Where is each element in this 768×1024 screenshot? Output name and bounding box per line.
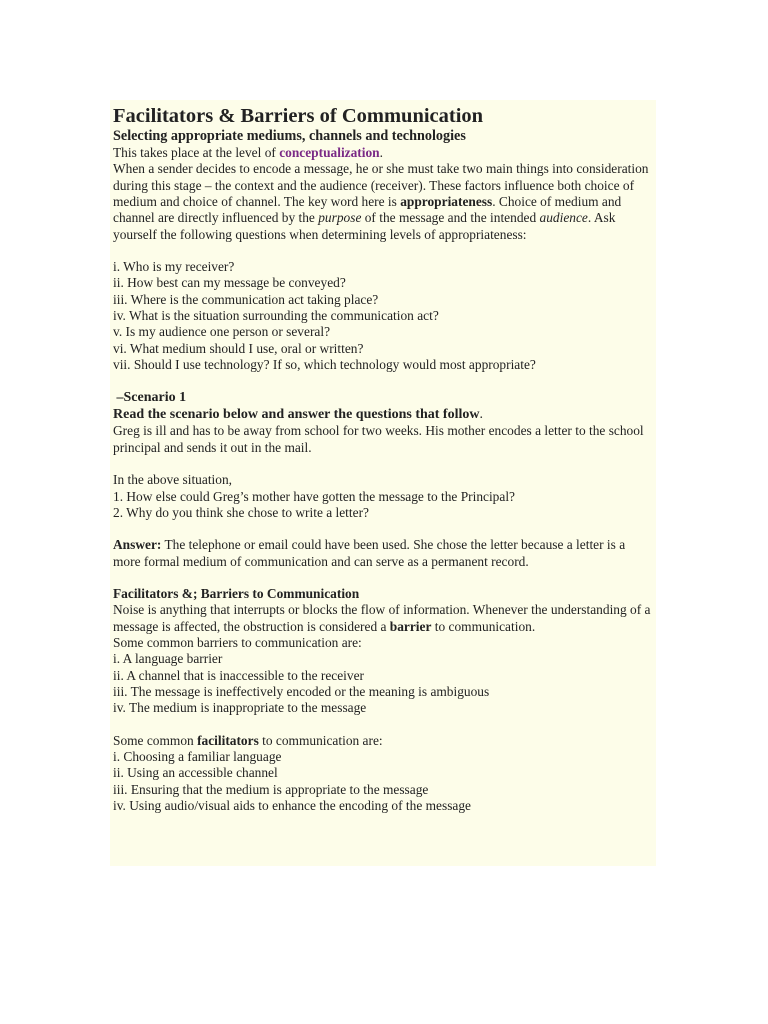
spacer <box>113 570 653 586</box>
noise-text: to communication. <box>431 618 536 634</box>
question-item: vii. Should I use technology? If so, which technology would most appropriate? <box>113 357 536 373</box>
facilitator-item: ii. Using an accessible channel <box>113 765 278 781</box>
barrier-item: iii. The message is ineffectively encoded or the meaning is ambiguous <box>113 683 490 699</box>
document-body <box>113 104 653 814</box>
spacer <box>113 521 653 537</box>
facilitators-lead-text: to communication are: <box>258 732 383 748</box>
question-item: v. Is my audience one person or several? <box>113 324 331 340</box>
paragraph-text: of the message and the intended <box>361 210 540 226</box>
question-item: i. Who is my receiver? <box>113 259 235 275</box>
appropriateness-paragraph <box>113 161 653 243</box>
scenario-question-item: 2. Why do you think she chose to write a letter? <box>113 504 369 520</box>
audience-term: audience <box>539 210 588 226</box>
question-item: iii. Where is the communication act taking place? <box>113 291 379 307</box>
intro-prefix: This takes place at the level of <box>113 145 280 160</box>
scenario-heading-text: –Scenario 1 <box>116 390 187 406</box>
scenario-instruction-text: Read the scenario below and answer the questions that follow <box>113 407 480 423</box>
facilitator-item: i. Choosing a familiar language <box>113 748 282 764</box>
paragraph-text: When a sender decides to encode a message, he or she must take two main things into consideration during this stage – the context and the audience (receiver). These factors influence both choice of medium and choice of channel. The key word here is <box>113 161 649 210</box>
barriers-lead: Some common barriers to communication are: <box>113 634 362 650</box>
intro-paragraph <box>113 145 653 161</box>
facilitators-lead-text: Some common <box>113 732 198 748</box>
spacer <box>113 456 653 472</box>
noise-paragraph <box>113 602 653 635</box>
purpose-term: purpose <box>318 210 362 226</box>
question-item: iv. What is the situation surrounding the communication act? <box>113 308 439 324</box>
paragraph-text: . Choice of medium and channel are directly influenced by the <box>113 194 622 226</box>
barriers-heading: Facilitators &; Barriers to Communication <box>113 585 360 601</box>
barrier-item: ii. A channel that is inaccessible to the receiver <box>113 667 364 683</box>
barrier-term: barrier <box>389 618 432 634</box>
conceptualization-term: conceptualization <box>279 145 380 160</box>
document-subtitle: Selecting appropriate mediums, channels and technologies <box>113 128 466 144</box>
scenario-lead: In the above situation, <box>113 472 232 488</box>
intro-suffix: . <box>379 145 383 160</box>
barrier-item: i. A language barrier <box>113 651 223 667</box>
scenario-instruction <box>113 406 653 423</box>
appropriateness-term: appropriateness <box>400 194 493 210</box>
questions-list <box>113 259 653 373</box>
question-item: ii. How best can my message be conveyed? <box>113 275 346 291</box>
barrier-item: iv. The medium is inappropriate to the message <box>113 700 367 716</box>
scenario-text: Greg is ill and has to be away from school for two weeks. His mother encodes a letter to the school principal and sends it out in the mail. <box>113 423 644 455</box>
answer-text: The telephone or email could have been used. She chose the letter because a letter is a more formal medium of communication and can serve as a permanent record. <box>113 537 626 569</box>
spacer <box>113 373 653 389</box>
spacer <box>113 243 653 259</box>
answer-label: Answer: <box>113 537 162 553</box>
facilitators-list <box>113 749 653 814</box>
answer-paragraph <box>113 537 653 570</box>
barriers-list <box>113 651 653 716</box>
noise-text: Noise is anything that interrupts or blocks the flow of information. Whenever the understanding of a message is affected, the obstruction is considered a <box>113 602 651 634</box>
facilitators-term: facilitators <box>197 732 259 748</box>
scenario-heading <box>113 389 653 406</box>
paragraph-text: . Ask yourself the following questions when determining levels of appropriateness: <box>113 210 616 242</box>
document-title: Facilitators & Barriers of Communication <box>113 105 484 127</box>
question-item: vi. What medium should I use, oral or written? <box>113 340 364 356</box>
facilitator-item: iii. Ensuring that the medium is appropriate to the message <box>113 781 429 797</box>
facilitator-item: iv. Using audio/visual aids to enhance the encoding of the message <box>113 798 471 813</box>
scenario-instruction-end: . <box>479 407 483 423</box>
spacer <box>113 717 653 733</box>
scenario-question-item: 1. How else could Greg’s mother have gotten the message to the Principal? <box>113 488 515 504</box>
facilitators-lead <box>113 733 653 749</box>
scenario-questions <box>113 489 653 522</box>
